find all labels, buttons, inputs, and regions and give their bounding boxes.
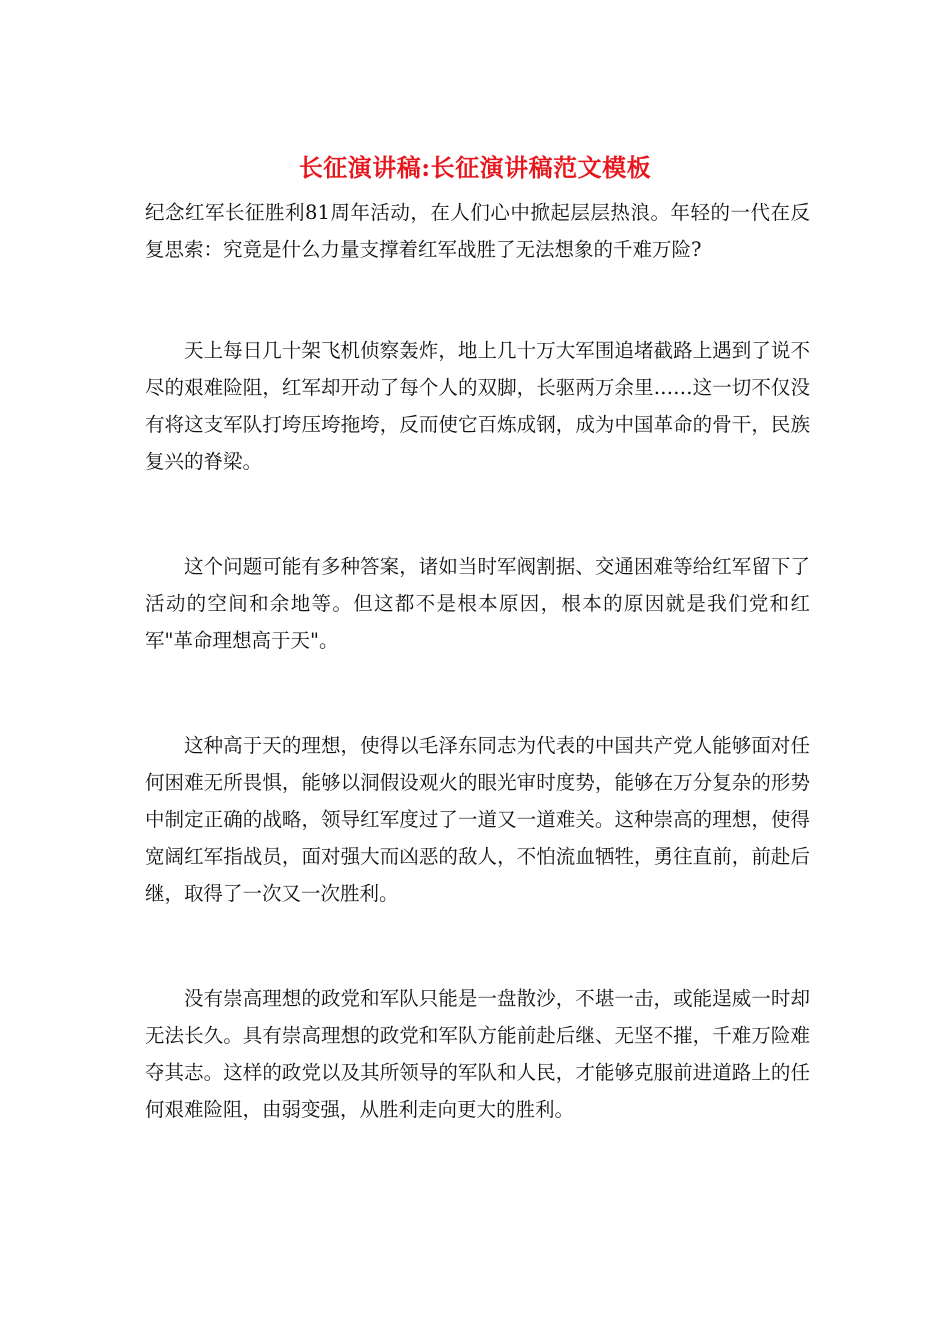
document-title: 长征演讲稿:长征演讲稿范文模板 bbox=[298, 153, 652, 182]
body-paragraph: 没有崇高理想的政党和军队只能是一盘散沙，不堪一击，或能逞威一时却无法长久。具有崇高理想的政党和军队方能前赴后继、无坚不摧，千难万险难夺其志。这样的政党以及其所领导的军队和人民，才能够克服前进道路上的任何艰难险阻，由弱变强，从胜利走向更大的胜利。 bbox=[145, 987, 810, 1121]
body-paragraph: 天上每日几十架飞机侦察轰炸，地上几十万大军围追堵截路上遇到了说不尽的艰难险阻，红军却开动了每个人的双脚，长驱两万余里……这一切不仅没有将这支军队打垮压垮拖垮，反而使它百炼成钢，成为中国革命的骨干，民族复兴的脊梁。 bbox=[145, 339, 810, 473]
body-paragraph: 这种高于天的理想，使得以毛泽东同志为代表的中国共产党人能够面对任何困难无所畏惧，能够以洞假设观火的眼光审时度势，能够在万分复杂的形势中制定正确的战略，领导红军度过了一道又一道难关。这种崇高的理想，使得宽阔红军指战员，面对强大而凶恶的敌人，不怕流血牺牲，勇往直前，前赴后继，取得了一次又一次胜利。 bbox=[145, 734, 810, 905]
body-paragraph: 这个问题可能有多种答案，诸如当时军阀割据、交通困难等给红军留下了活动的空间和余地等。但这都不是根本原因，根本的原因就是我们党和红军"革命理想高于天"。 bbox=[145, 555, 810, 652]
intro-paragraph: 纪念红军长征胜利81周年活动，在人们心中掀起层层热浪。年轻的一代在反复思索：究竟是什么力量支撑着红军战胜了无法想象的千难万险? bbox=[145, 201, 810, 261]
